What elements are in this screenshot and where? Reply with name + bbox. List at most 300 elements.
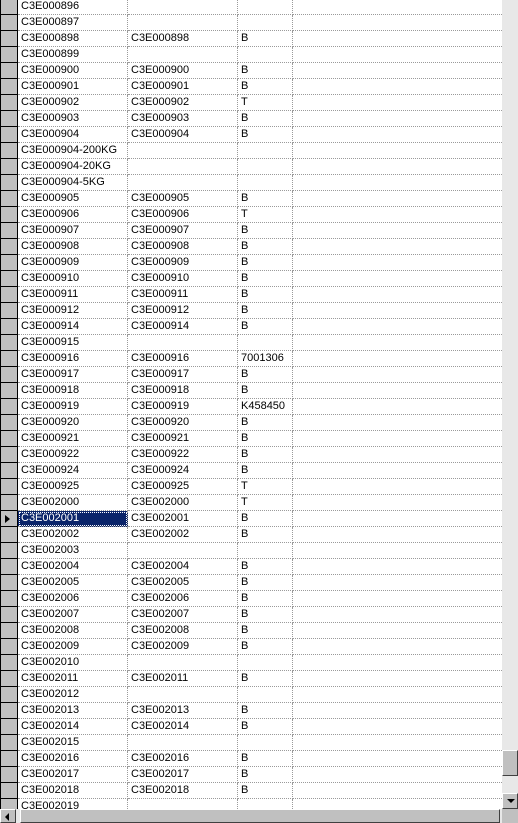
cell-code[interactable]: C3E000911 [18, 287, 128, 303]
row-selector[interactable] [0, 271, 18, 287]
row-selector[interactable] [0, 415, 18, 431]
cell-ref[interactable]: C3E002014 [128, 719, 238, 735]
row-selector[interactable] [0, 495, 18, 511]
cell-code[interactable]: C3E000898 [18, 31, 128, 47]
cell-ref[interactable]: C3E002006 [128, 591, 238, 607]
cell-ref[interactable] [128, 47, 238, 63]
table-row[interactable] [0, 543, 502, 559]
row-selector[interactable] [0, 623, 18, 639]
cell-type[interactable] [238, 687, 293, 703]
table-row[interactable] [0, 735, 502, 751]
cell-empty[interactable] [293, 751, 502, 767]
table-row[interactable] [0, 719, 502, 735]
cell-empty[interactable] [293, 159, 502, 175]
cell-ref[interactable] [128, 0, 238, 15]
cell-empty[interactable] [293, 63, 502, 79]
cell-ref[interactable]: C3E002011 [128, 671, 238, 687]
row-selector[interactable] [0, 799, 18, 809]
cell-empty[interactable] [293, 239, 502, 255]
cell-empty[interactable] [293, 415, 502, 431]
cell-code[interactable]: C3E000903 [18, 111, 128, 127]
cell-type[interactable] [238, 47, 293, 63]
cell-empty[interactable] [293, 687, 502, 703]
cell-code[interactable]: C3E000904-20KG [18, 159, 128, 175]
table-row[interactable] [0, 255, 502, 271]
cell-ref[interactable] [128, 799, 238, 809]
cell-code[interactable]: C3E000897 [18, 15, 128, 31]
row-selector[interactable] [0, 639, 18, 655]
cell-type[interactable]: B [238, 303, 293, 319]
cell-ref[interactable]: C3E000901 [128, 79, 238, 95]
table-row[interactable] [0, 655, 502, 671]
cell-ref[interactable]: C3E000925 [128, 479, 238, 495]
cell-code[interactable]: C3E000901 [18, 79, 128, 95]
cell-type[interactable]: B [238, 255, 293, 271]
table-row[interactable] [0, 575, 502, 591]
cell-code[interactable]: C3E002012 [18, 687, 128, 703]
table-row[interactable] [0, 175, 502, 191]
cell-ref[interactable]: C3E002005 [128, 575, 238, 591]
cell-type[interactable]: B [238, 607, 293, 623]
cell-code[interactable]: C3E000917 [18, 367, 128, 383]
cell-ref[interactable] [128, 687, 238, 703]
table-row[interactable] [0, 783, 502, 799]
cell-code[interactable]: C3E002007 [18, 607, 128, 623]
cell-code[interactable]: C3E000922 [18, 447, 128, 463]
cell-type[interactable]: B [238, 239, 293, 255]
cell-code[interactable]: C3E000906 [18, 207, 128, 223]
cell-type[interactable] [238, 543, 293, 559]
row-selector[interactable] [0, 0, 18, 15]
cell-empty[interactable] [293, 639, 502, 655]
row-selector[interactable] [0, 95, 18, 111]
cell-ref[interactable]: C3E000911 [128, 287, 238, 303]
cell-type[interactable]: B [238, 719, 293, 735]
cell-empty[interactable] [293, 79, 502, 95]
cell-type[interactable]: B [238, 431, 293, 447]
cell-code[interactable]: C3E000915 [18, 335, 128, 351]
cell-ref[interactable]: C3E002001 [128, 511, 238, 527]
cell-ref[interactable]: C3E002018 [128, 783, 238, 799]
table-row[interactable] [0, 671, 502, 687]
row-selector[interactable] [0, 479, 18, 495]
cell-empty[interactable] [293, 367, 502, 383]
cell-empty[interactable] [293, 703, 502, 719]
cell-ref[interactable] [128, 15, 238, 31]
cell-type[interactable]: B [238, 415, 293, 431]
cell-ref[interactable]: C3E002002 [128, 527, 238, 543]
cell-empty[interactable] [293, 175, 502, 191]
row-selector[interactable] [0, 159, 18, 175]
table-row[interactable] [0, 479, 502, 495]
row-selector[interactable] [0, 223, 18, 239]
cell-empty[interactable] [293, 15, 502, 31]
cell-empty[interactable] [293, 127, 502, 143]
cell-empty[interactable] [293, 511, 502, 527]
horizontal-scroll-thumb[interactable] [20, 809, 500, 823]
cell-code[interactable]: C3E000899 [18, 47, 128, 63]
cell-ref[interactable]: C3E000904 [128, 127, 238, 143]
table-row[interactable] [0, 687, 502, 703]
row-selector[interactable] [0, 783, 18, 799]
cell-code[interactable]: C3E002002 [18, 527, 128, 543]
row-selector[interactable] [0, 367, 18, 383]
cell-empty[interactable] [293, 447, 502, 463]
cell-ref[interactable]: C3E002000 [128, 495, 238, 511]
cell-type[interactable]: T [238, 495, 293, 511]
row-selector[interactable] [0, 191, 18, 207]
table-row[interactable] [0, 495, 502, 511]
table-row[interactable] [0, 79, 502, 95]
horizontal-scrollbar[interactable] [0, 809, 502, 823]
row-selector[interactable] [0, 175, 18, 191]
table-row[interactable] [0, 607, 502, 623]
cell-type[interactable]: K458450 [238, 399, 293, 415]
cell-type[interactable]: B [238, 191, 293, 207]
table-row[interactable] [0, 639, 502, 655]
cell-ref[interactable]: C3E000920 [128, 415, 238, 431]
row-selector[interactable] [0, 607, 18, 623]
row-selector[interactable] [0, 687, 18, 703]
cell-empty[interactable] [293, 0, 502, 15]
cell-code[interactable]: C3E000921 [18, 431, 128, 447]
cell-type[interactable]: B [238, 559, 293, 575]
table-row[interactable] [0, 0, 502, 15]
row-selector[interactable] [0, 255, 18, 271]
cell-ref[interactable] [128, 335, 238, 351]
row-selector[interactable] [0, 351, 18, 367]
row-selector[interactable] [0, 751, 18, 767]
cell-ref[interactable]: C3E000909 [128, 255, 238, 271]
cell-empty[interactable] [293, 735, 502, 751]
cell-code[interactable]: C3E000905 [18, 191, 128, 207]
cell-code[interactable]: C3E000910 [18, 271, 128, 287]
row-selector[interactable] [0, 543, 18, 559]
cell-empty[interactable] [293, 303, 502, 319]
cell-ref[interactable]: C3E000918 [128, 383, 238, 399]
cell-type[interactable]: B [238, 671, 293, 687]
cell-empty[interactable] [293, 255, 502, 271]
cell-empty[interactable] [293, 527, 502, 543]
cell-ref[interactable] [128, 735, 238, 751]
cell-empty[interactable] [293, 783, 502, 799]
row-selector[interactable] [0, 383, 18, 399]
cell-type[interactable] [238, 655, 293, 671]
table-row[interactable] [0, 767, 502, 783]
cell-empty[interactable] [293, 591, 502, 607]
cell-type[interactable] [238, 175, 293, 191]
row-selector[interactable] [0, 143, 18, 159]
table-row[interactable] [0, 239, 502, 255]
cell-empty[interactable] [293, 47, 502, 63]
table-row[interactable] [0, 511, 502, 527]
table-row[interactable] [0, 287, 502, 303]
cell-type[interactable]: B [238, 511, 293, 527]
cell-ref[interactable]: C3E000916 [128, 351, 238, 367]
vertical-scrollbar[interactable] [502, 0, 518, 809]
cell-code[interactable]: C3E002016 [18, 751, 128, 767]
cell-empty[interactable] [293, 671, 502, 687]
row-selector[interactable] [0, 575, 18, 591]
table-row[interactable] [0, 63, 502, 79]
row-selector[interactable] [0, 447, 18, 463]
cell-type[interactable]: B [238, 223, 293, 239]
cell-type[interactable]: B [238, 127, 293, 143]
cell-ref[interactable]: C3E002007 [128, 607, 238, 623]
row-selector[interactable] [0, 527, 18, 543]
cell-empty[interactable] [293, 207, 502, 223]
table-row[interactable] [0, 415, 502, 431]
row-selector[interactable] [0, 31, 18, 47]
cell-empty[interactable] [293, 463, 502, 479]
cell-ref[interactable]: C3E000924 [128, 463, 238, 479]
cell-type[interactable]: B [238, 783, 293, 799]
cell-empty[interactable] [293, 719, 502, 735]
cell-empty[interactable] [293, 767, 502, 783]
cell-code[interactable]: C3E000914 [18, 319, 128, 335]
row-selector[interactable] [0, 591, 18, 607]
cell-type[interactable] [238, 159, 293, 175]
row-selector[interactable] [0, 463, 18, 479]
cell-ref[interactable]: C3E000902 [128, 95, 238, 111]
cell-ref[interactable]: C3E000903 [128, 111, 238, 127]
row-selector[interactable] [0, 767, 18, 783]
table-row[interactable] [0, 95, 502, 111]
table-row[interactable] [0, 463, 502, 479]
cell-code[interactable]: C3E002011 [18, 671, 128, 687]
row-selector[interactable] [0, 319, 18, 335]
cell-type[interactable] [238, 735, 293, 751]
cell-type[interactable]: B [238, 63, 293, 79]
table-row[interactable] [0, 15, 502, 31]
cell-type[interactable]: B [238, 639, 293, 655]
cell-type[interactable]: B [238, 271, 293, 287]
cell-ref[interactable]: C3E000917 [128, 367, 238, 383]
table-row[interactable] [0, 143, 502, 159]
cell-code[interactable]: C3E002017 [18, 767, 128, 783]
cell-empty[interactable] [293, 287, 502, 303]
row-selector[interactable] [0, 239, 18, 255]
cell-ref[interactable]: C3E000910 [128, 271, 238, 287]
cell-empty[interactable] [293, 351, 502, 367]
cell-type[interactable]: B [238, 463, 293, 479]
cell-type[interactable] [238, 15, 293, 31]
cell-ref[interactable]: C3E000919 [128, 399, 238, 415]
cell-ref[interactable]: C3E000898 [128, 31, 238, 47]
table-row[interactable] [0, 223, 502, 239]
cell-code[interactable]: C3E000904 [18, 127, 128, 143]
cell-type[interactable]: B [238, 767, 293, 783]
cell-ref[interactable]: C3E000921 [128, 431, 238, 447]
cell-empty[interactable] [293, 383, 502, 399]
table-row[interactable] [0, 271, 502, 287]
row-selector[interactable] [0, 703, 18, 719]
cell-type[interactable]: 7001306 [238, 351, 293, 367]
cell-empty[interactable] [293, 559, 502, 575]
table-row[interactable] [0, 159, 502, 175]
cell-code[interactable]: C3E000904-5KG [18, 175, 128, 191]
cell-type[interactable]: B [238, 31, 293, 47]
cell-code[interactable]: C3E002009 [18, 639, 128, 655]
cell-type[interactable] [238, 799, 293, 809]
table-row[interactable] [0, 31, 502, 47]
cell-type[interactable]: B [238, 79, 293, 95]
cell-code[interactable]: C3E002015 [18, 735, 128, 751]
cell-empty[interactable] [293, 95, 502, 111]
cell-ref[interactable]: C3E000922 [128, 447, 238, 463]
cell-empty[interactable] [293, 575, 502, 591]
cell-code[interactable]: C3E000924 [18, 463, 128, 479]
cell-code[interactable]: C3E002003 [18, 543, 128, 559]
cell-ref[interactable]: C3E002009 [128, 639, 238, 655]
row-selector[interactable] [0, 399, 18, 415]
row-selector[interactable] [0, 735, 18, 751]
cell-code[interactable]: C3E002010 [18, 655, 128, 671]
cell-code[interactable]: C3E000916 [18, 351, 128, 367]
cell-empty[interactable] [293, 623, 502, 639]
cell-type[interactable] [238, 0, 293, 15]
cell-type[interactable] [238, 335, 293, 351]
cell-ref[interactable]: C3E002013 [128, 703, 238, 719]
cell-empty[interactable] [293, 319, 502, 335]
cell-type[interactable]: B [238, 319, 293, 335]
row-selector[interactable] [0, 287, 18, 303]
cell-type[interactable]: T [238, 95, 293, 111]
table-row[interactable] [0, 703, 502, 719]
cell-type[interactable]: B [238, 591, 293, 607]
row-selector[interactable] [0, 559, 18, 575]
cell-code[interactable]: C3E002005 [18, 575, 128, 591]
row-selector[interactable] [0, 655, 18, 671]
cell-type[interactable]: B [238, 447, 293, 463]
cell-code[interactable]: C3E000919 [18, 399, 128, 415]
cell-empty[interactable] [293, 143, 502, 159]
row-selector[interactable] [0, 303, 18, 319]
table-row[interactable] [0, 527, 502, 543]
table-row[interactable] [0, 623, 502, 639]
cell-ref[interactable] [128, 143, 238, 159]
cell-code[interactable]: C3E000907 [18, 223, 128, 239]
cell-ref[interactable]: C3E000900 [128, 63, 238, 79]
row-selector[interactable] [0, 335, 18, 351]
cell-type[interactable]: B [238, 623, 293, 639]
row-selector[interactable] [0, 207, 18, 223]
cell-ref[interactable]: C3E000912 [128, 303, 238, 319]
row-selector[interactable] [0, 15, 18, 31]
table-row[interactable] [0, 191, 502, 207]
cell-ref[interactable] [128, 655, 238, 671]
cell-ref[interactable] [128, 175, 238, 191]
cell-code[interactable]: C3E002013 [18, 703, 128, 719]
row-selector[interactable] [0, 719, 18, 735]
cell-empty[interactable] [293, 479, 502, 495]
table-row[interactable] [0, 399, 502, 415]
cell-code[interactable]: C3E000904-200KG [18, 143, 128, 159]
table-row[interactable] [0, 47, 502, 63]
row-selector[interactable] [0, 511, 18, 527]
row-selector[interactable] [0, 79, 18, 95]
cell-ref[interactable]: C3E000907 [128, 223, 238, 239]
cell-code[interactable]: C3E002014 [18, 719, 128, 735]
cell-code[interactable]: C3E000902 [18, 95, 128, 111]
cell-type[interactable]: T [238, 207, 293, 223]
cell-code[interactable]: C3E000918 [18, 383, 128, 399]
cell-code[interactable]: C3E002019 [18, 799, 128, 809]
cell-code[interactable]: C3E000920 [18, 415, 128, 431]
cell-type[interactable]: B [238, 751, 293, 767]
table-row[interactable] [0, 335, 502, 351]
cell-ref[interactable]: C3E000906 [128, 207, 238, 223]
cell-ref[interactable]: C3E002008 [128, 623, 238, 639]
vertical-scroll-thumb[interactable] [502, 750, 518, 776]
cell-ref[interactable]: C3E000905 [128, 191, 238, 207]
cell-ref[interactable]: C3E000908 [128, 239, 238, 255]
cell-code[interactable]: C3E002008 [18, 623, 128, 639]
cell-type[interactable]: B [238, 575, 293, 591]
table-row[interactable] [0, 559, 502, 575]
table-row[interactable] [0, 207, 502, 223]
cell-empty[interactable] [293, 399, 502, 415]
cell-type[interactable]: B [238, 383, 293, 399]
scroll-down-button[interactable] [502, 793, 518, 809]
table-row[interactable] [0, 351, 502, 367]
table-row[interactable] [0, 591, 502, 607]
row-selector[interactable] [0, 63, 18, 79]
cell-ref[interactable] [128, 543, 238, 559]
cell-code[interactable]: C3E000908 [18, 239, 128, 255]
cell-empty[interactable] [293, 223, 502, 239]
cell-code[interactable]: C3E000912 [18, 303, 128, 319]
cell-empty[interactable] [293, 655, 502, 671]
cell-code[interactable]: C3E000900 [18, 63, 128, 79]
table-row[interactable] [0, 367, 502, 383]
cell-empty[interactable] [293, 543, 502, 559]
cell-type[interactable]: B [238, 111, 293, 127]
cell-code[interactable]: C3E002018 [18, 783, 128, 799]
cell-type[interactable]: B [238, 703, 293, 719]
cell-type[interactable]: B [238, 287, 293, 303]
table-row[interactable] [0, 799, 502, 809]
cell-empty[interactable] [293, 271, 502, 287]
table-row[interactable] [0, 111, 502, 127]
cell-code[interactable]: C3E002004 [18, 559, 128, 575]
cell-ref[interactable]: C3E002016 [128, 751, 238, 767]
row-selector[interactable] [0, 47, 18, 63]
table-row[interactable] [0, 751, 502, 767]
cell-type[interactable] [238, 143, 293, 159]
cell-empty[interactable] [293, 111, 502, 127]
cell-empty[interactable] [293, 495, 502, 511]
cell-empty[interactable] [293, 191, 502, 207]
cell-type[interactable]: T [238, 479, 293, 495]
cell-empty[interactable] [293, 799, 502, 809]
cell-empty[interactable] [293, 607, 502, 623]
cell-code[interactable]: C3E002001 [18, 511, 128, 527]
row-selector[interactable] [0, 671, 18, 687]
cell-code[interactable]: C3E000896 [18, 0, 128, 15]
row-selector[interactable] [0, 431, 18, 447]
row-selector[interactable] [0, 127, 18, 143]
cell-ref[interactable]: C3E002017 [128, 767, 238, 783]
cell-code[interactable]: C3E000909 [18, 255, 128, 271]
cell-code[interactable]: C3E000925 [18, 479, 128, 495]
cell-ref[interactable]: C3E000914 [128, 319, 238, 335]
cell-ref[interactable]: C3E002004 [128, 559, 238, 575]
cell-empty[interactable] [293, 335, 502, 351]
table-row[interactable] [0, 319, 502, 335]
cell-code[interactable]: C3E002006 [18, 591, 128, 607]
cell-ref[interactable] [128, 159, 238, 175]
